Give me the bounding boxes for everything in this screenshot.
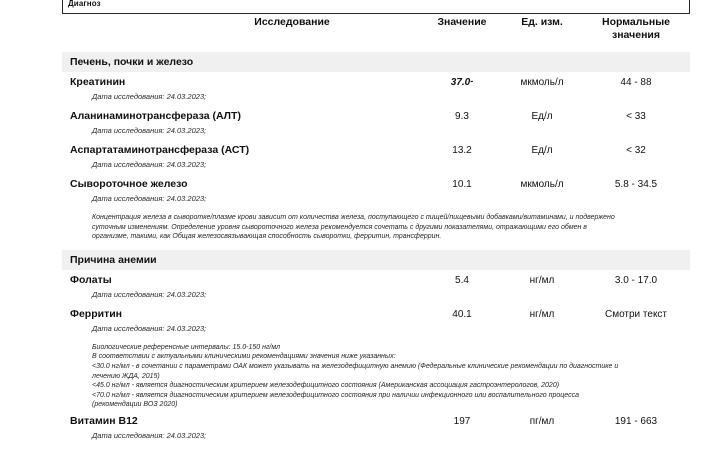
test-date-prefix: Дата исследования: <box>92 160 167 169</box>
test-date-value: 24.03.2023; <box>166 160 207 169</box>
table-row <box>62 109 690 124</box>
note-line: <70.0 нг/мл - является диагностическим критерием железодефицитного состояния при наличии инфекционного или воспалительного процесса <box>92 391 579 399</box>
test-reference: Смотри текст <box>604 308 668 320</box>
test-date-value: 24.03.2023; <box>166 92 207 101</box>
test-name: Аспартатаминотрансфераза (АСТ) <box>70 144 250 156</box>
table-row <box>62 307 690 322</box>
column-header-reference-line2: значения <box>612 29 660 41</box>
test-unit: нг/мл <box>529 308 555 320</box>
column-header-value: Значение <box>437 16 487 28</box>
test-name: Креатинин <box>70 76 126 88</box>
note-line: Концентрация железа в сыворотке/плазме крови зависит от количества железа, поступающего с пищей/пищевыми добавками/витаминами, и подвержено <box>92 214 615 221</box>
serum-iron-note <box>62 213 690 242</box>
test-date-line <box>62 429 690 442</box>
note-line: В соответствии с актуальными клиническими рекомендациями значения ниже указанных: <box>92 353 396 361</box>
test-value: 197 <box>453 415 471 427</box>
test-reference: 5.8 - 34.5 <box>614 179 658 190</box>
test-unit: Ед/л <box>531 111 553 122</box>
test-date-value: 24.03.2023; <box>166 289 207 299</box>
test-date-value: 24.03.2023; <box>166 323 207 333</box>
test-reference: < 33 <box>626 111 646 122</box>
section-header-anemia-cause: Причина анемии <box>62 250 690 270</box>
note-line: организме, такими, как Общая железосвязывающая способность сыворотки, ферритин, трансферрин. <box>92 233 442 241</box>
diagnosis-box <box>62 0 690 14</box>
test-date-line <box>62 124 690 137</box>
test-value: 10.1 <box>452 179 472 190</box>
test-date-value: 24.03.2023; <box>166 430 207 440</box>
test-date-prefix: Дата исследования: <box>92 289 167 299</box>
note-line: лечению ЖДА, 2015) <box>92 372 160 380</box>
table-row <box>62 143 690 158</box>
test-reference: 44 - 88 <box>620 77 652 88</box>
diagnosis-label: Диагноз <box>68 0 101 8</box>
test-name: Аланинаминотрансфераза (АЛТ) <box>70 110 241 122</box>
test-value-number: 37.0 <box>450 77 471 88</box>
test-value: 9.3 <box>455 111 469 122</box>
test-value: 5.4 <box>455 274 469 286</box>
test-value: 13.2 <box>452 145 472 156</box>
note-line: (рекомендации ВОЗ 2020) <box>92 401 178 409</box>
table-row <box>62 75 690 90</box>
test-unit: мкмоль/л <box>520 77 564 88</box>
test-date-value: 24.03.2023; <box>166 194 207 203</box>
note-line: Биологические референсные интервалы: 15.0-150 нг/мл <box>92 343 281 351</box>
test-date-line <box>62 322 690 335</box>
test-date-line <box>62 90 690 103</box>
test-date-line <box>62 158 690 171</box>
column-header-reference <box>582 16 690 42</box>
test-name: Витамин В12 <box>70 414 138 427</box>
test-name: Ферритин <box>70 307 123 320</box>
low-value-flag-icon: - <box>470 76 474 86</box>
test-date-line <box>62 288 690 301</box>
test-unit: нг/мл <box>529 274 555 286</box>
table-row <box>62 414 690 429</box>
column-header-reference-line1: Нормальные <box>601 16 670 28</box>
note-line: <30.0 нг/мл - в сочетании с параметрами ОАК может указывать на железодефицитную анемию (Федеральные клинические рекомендации по диагностике и <box>92 362 619 370</box>
test-unit: мкмоль/л <box>520 179 564 190</box>
test-value <box>417 75 507 90</box>
test-date-prefix: Дата исследования: <box>92 430 167 440</box>
test-name: Сывороточное железо <box>70 178 188 190</box>
table-row <box>62 273 690 288</box>
test-reference: < 32 <box>626 145 646 156</box>
test-date-prefix: Дата исследования: <box>92 92 167 101</box>
note-line: <45.0 нг/мл - является диагностическим критерием железодефицитного состояния (Американская ассоциация гастроэнтерологов, 2020) <box>92 382 560 390</box>
test-unit: пг/мл <box>529 415 555 427</box>
test-reference: 191 - 663 <box>614 415 658 427</box>
test-date-prefix: Дата исследования: <box>92 323 167 333</box>
test-unit: Ед/л <box>531 145 553 156</box>
table-column-headers <box>62 14 690 50</box>
section-header-liver-kidney-iron: Печень, почки и железо <box>62 52 690 72</box>
table-row <box>62 177 690 192</box>
test-date-value: 24.03.2023; <box>166 126 207 135</box>
ferritin-note <box>62 343 690 410</box>
column-header-unit: Ед. изм. <box>521 16 563 28</box>
test-date-line <box>62 192 690 205</box>
results-body <box>62 52 690 442</box>
test-date-prefix: Дата исследования: <box>92 194 167 203</box>
column-header-test: Исследование <box>254 16 330 28</box>
test-date-prefix: Дата исследования: <box>92 126 167 135</box>
test-reference: 3.0 - 17.0 <box>614 274 658 286</box>
test-value: 40.1 <box>452 308 472 320</box>
note-line: суточным изменениям. Определение уровня сывороточного железа рекомендуется сочетать с другими показателями, отражающими его обмен в <box>92 223 587 231</box>
test-name: Фолаты <box>70 273 112 286</box>
